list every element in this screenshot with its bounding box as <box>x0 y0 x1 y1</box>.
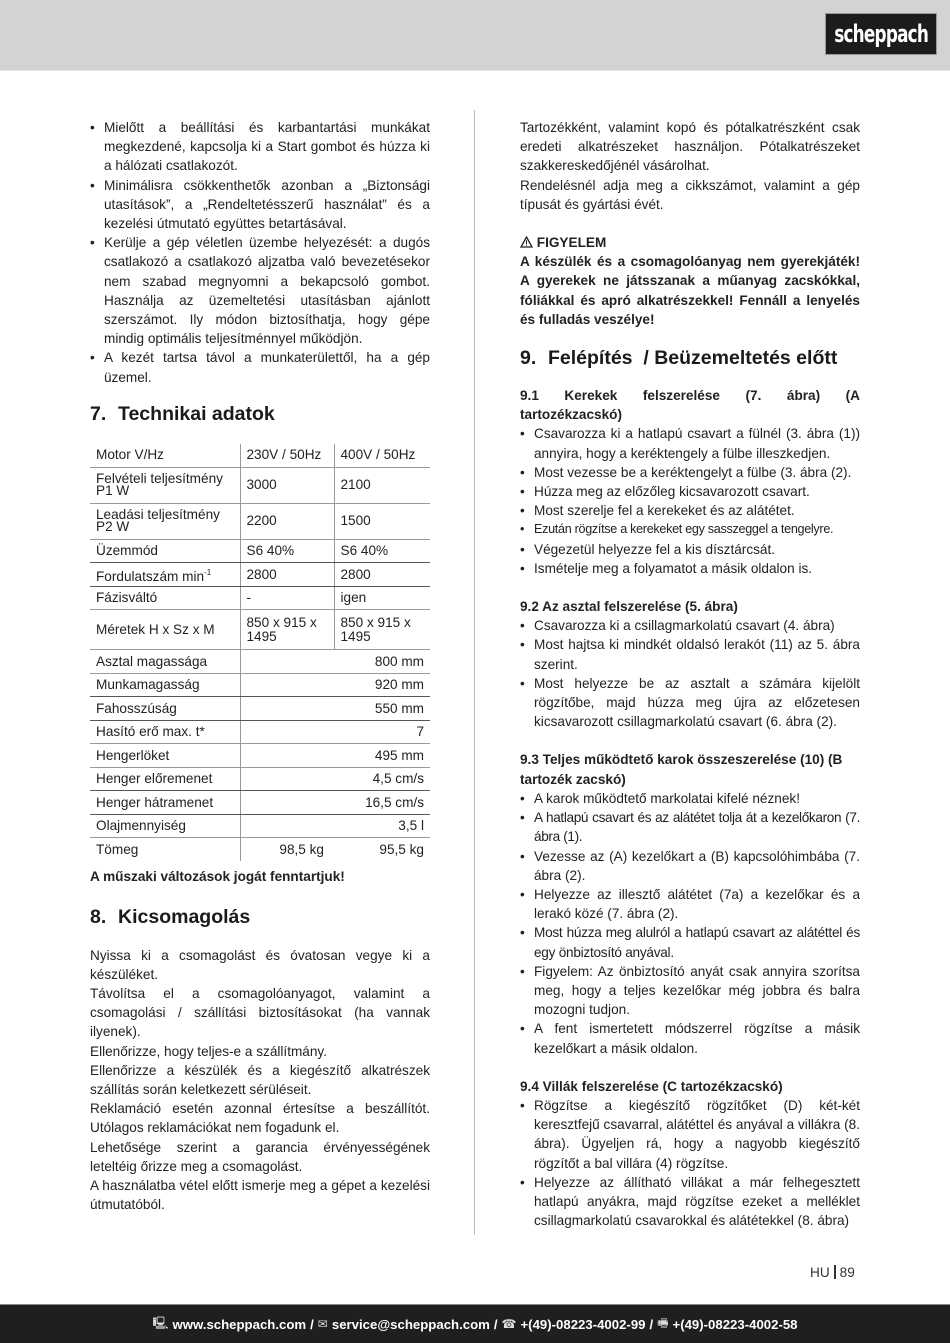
cell-400v: 95,5 kg <box>379 841 424 857</box>
table-row <box>90 650 430 674</box>
table-row <box>90 503 430 539</box>
intro-bullet-list <box>90 118 430 387</box>
subsection-title: 9.2 Az asztal felszerelése (5. ábra) <box>520 599 738 615</box>
column-divider <box>474 110 475 1235</box>
subsection-title: 9.1 Kerekek felszerelése (7. ábra) (A <box>520 388 860 404</box>
cell-230v: 98,5 kg <box>240 838 334 862</box>
row-value: 550 mm <box>240 697 430 721</box>
table-row <box>90 610 430 650</box>
table-row <box>90 814 430 838</box>
table-row <box>90 539 430 563</box>
bullet-list <box>520 1096 860 1230</box>
warning-title-text: FIGYELEM <box>536 235 607 251</box>
cell-230v: S6 40% <box>240 539 334 563</box>
list-item: • Kerülje a gép véletlen üzembe helyezését: a dugós csatlakozó a csatlakozó aljzatba való bevezetésekor nem szabad megnyomni a bekapcsoló gombot. Használja az üzemeltetési utasításban ajánlott szerszámot. Ily módon biztosíthatja, hogy gépe mindig optimális teljesítménnyel működjön. <box>90 233 430 348</box>
list-item: • Most hajtsa ki mindkét oldalsó lerakót (11) az 5. ábra szerint. <box>520 635 860 673</box>
subsection-title: 9.4 Villák felszerelése (C tartozékzacskó) <box>520 1078 783 1094</box>
row-label: Henger előremenet <box>90 767 240 791</box>
subsection-9-3 <box>520 750 860 1057</box>
bullet-list <box>520 616 860 731</box>
list-item: • A fent ismertetett módszerrel rögzítse a másik kezelőkart a másik oldalon. <box>520 1019 860 1057</box>
list-item: • A karok működtető markolatai kifelé néznek! <box>520 789 860 808</box>
bullet-list <box>520 789 860 1058</box>
right-column <box>520 118 860 1230</box>
section-number: 8. <box>90 905 107 928</box>
row-label: Fahosszúság <box>90 697 240 721</box>
list-item: • Figyelem: Az önbiztosító anyát csak annyira szorítsa meg, hogy a teljes kezelőkar még jobbra és balra mozogni tudjon. <box>520 962 860 1020</box>
row-label: Hasító erő max. t* <box>90 720 240 744</box>
superscript: -1 <box>204 567 212 577</box>
bullet-list <box>520 424 860 578</box>
list-item: • Vezesse az (A) kezelőkart a (B) kapcsolóhimbába (7. ábra (2). <box>520 847 860 885</box>
paragraph: A használatba vétel előtt ismerje meg a gépet a kezelési útmutatóból. <box>90 1177 430 1213</box>
page-number-value: 89 <box>839 1265 855 1280</box>
cell-400v: 2800 <box>334 563 430 587</box>
table-row <box>90 697 430 721</box>
table-row <box>90 586 430 610</box>
row-label: Henger hátramenet <box>90 791 240 815</box>
cell-400v: 400V / 50Hz <box>334 444 430 468</box>
paragraph: Ellenőrizze, hogy teljes-e a szállítmány. <box>90 1043 327 1059</box>
row-label <box>90 563 240 587</box>
technical-changes-note: A műszaki változások jogát fenntartjuk! <box>90 869 345 885</box>
list-item: • Csavarozza ki a hatlapú csavart a fülnél (3. ábra (1)) annyira, hogy a keréktengely a fülbe illeszkedjen. <box>520 424 860 462</box>
list-item: • Mielőtt a beállítási és karbantartási munkákat megkezdené, kapcsolja ki a Start gombot és húzza ki a hálózati csatlakozót. <box>90 118 430 176</box>
section-title: Felépítés / Beüzemeltetés előtt <box>548 347 838 370</box>
row-label: Motor V/Hz <box>90 444 240 468</box>
paragraph: Távolítsa el a csomagolóanyagot, valamint a csomagolási / szállítási biztosításokat (ha vannak ilyenek). <box>90 985 430 1040</box>
row-value: 495 mm <box>240 744 430 768</box>
table-row <box>90 791 430 815</box>
list-item: • Most vezesse be a keréktengelyt a fülbe (3. ábra (2). <box>520 463 860 482</box>
subsection-9-4 <box>520 1077 860 1231</box>
cell-230v: - <box>240 586 334 610</box>
telephone-icon: ☎︎ <box>501 1317 517 1331</box>
row-value: 800 mm <box>240 650 430 674</box>
row-label: Hengerlöket <box>90 744 240 768</box>
row-label: Leadási teljesítmény P2 W <box>90 503 240 539</box>
section-9-heading <box>520 346 860 370</box>
row-label: Felvételi teljesítmény P1 W <box>90 467 240 503</box>
row-label-text: Fordulatszám min <box>96 568 205 584</box>
phone-number: +(49)-08223-4002-99 <box>520 1316 646 1332</box>
cell-230v: 2200 <box>240 503 334 539</box>
cell-400v: igen <box>334 586 430 610</box>
list-item: • Helyezze az állítható villákat a már felhegesztett hatlapú anyákra, majd rögzítse ezeket a melléklet csillagmarkolatú csavarokkal és alátétekkel (8. ábra) <box>520 1173 860 1231</box>
cell-230v: 3000 <box>240 467 334 503</box>
subsection-title: 9.3 Teljes működtető karok összeszerelése (10) (B tartozék zacskó) <box>520 752 843 787</box>
subsection-9-2 <box>520 597 860 731</box>
header-band <box>0 0 950 71</box>
table-row <box>90 673 430 697</box>
table-row <box>90 444 430 468</box>
table-row <box>90 563 430 587</box>
section-title: Technikai adatok <box>118 402 275 425</box>
warning-body: A készülék és a csomagolóanyag nem gyerekjáték! A gyerekek ne játsszanak a műanyag zacskókkal, fóliákkal és apró alkatrészekkel! Fennáll a lenyelés és fulladás veszélye! <box>520 254 860 327</box>
separator: / <box>649 1316 654 1332</box>
cell-230v: 2800 <box>240 563 334 587</box>
list-item: • Csavarozza ki a csillagmarkolatú csavart (4. ábra) <box>520 616 860 635</box>
section-7-heading <box>90 402 430 426</box>
language-code: HU <box>810 1265 830 1280</box>
list-item: • Most húzza meg alulról a hatlapú csavart az alátéttel és egy önbiztosító anyával. <box>520 923 860 961</box>
brand-name: scheppach <box>834 20 928 48</box>
table-row <box>90 767 430 791</box>
warning-triangle-icon <box>520 235 537 250</box>
cell-230v: 850 x 915 x 1495 <box>240 610 334 650</box>
list-item: • Ezután rögzítse a kerekeket egy sasszeggel a tengelyre. <box>520 520 860 539</box>
row-value: 4,5 cm/s <box>240 767 430 791</box>
paragraph: Tartozékként, valamint kopó és pótalkatrészként csak eredeti alkatrészeket használjon. Pótalkatrészeket szakkereskedőjénél vásárolhat. <box>520 120 860 174</box>
paragraph: Ellenőrizze a készülék és a kiegészítő alkatrészek szállítás során keletkezett sérüléseit. <box>90 1062 430 1097</box>
paragraph: Rendelésnél adja meg a cikkszámot, valamint a gép típusát és gyártási évét. <box>520 177 860 212</box>
separator: / <box>493 1316 498 1332</box>
table-row <box>90 720 430 744</box>
section-8-heading <box>90 905 430 929</box>
list-item: • A kezét tartsa távol a munkaterülettől, ha a gép üzemel. <box>90 348 430 386</box>
technical-data-table <box>90 444 430 862</box>
cell-400v: 2100 <box>334 467 430 503</box>
cell-230v: 230V / 50Hz <box>240 444 334 468</box>
paragraph: Lehetősége szerint a garancia érvényességének leteltéig őrizze meg a csomagolást. <box>90 1139 430 1174</box>
row-value: 3,5 l <box>240 814 430 838</box>
warning-block <box>520 233 860 329</box>
row-label: Olajmennyiség <box>90 814 240 838</box>
page-number <box>810 1265 855 1280</box>
subsection-title-cont: tartozékzacskó) <box>520 407 622 423</box>
table-row <box>90 744 430 768</box>
footer-contact-bar <box>0 1304 950 1343</box>
row-label: Tömeg <box>96 841 139 857</box>
list-item: • Húzza meg az előzőleg kicsavarozott csavart. <box>520 482 860 501</box>
row-value: 920 mm <box>240 673 430 697</box>
section-number: 7. <box>90 402 107 425</box>
list-item: • Ismételje meg a folyamatot a másik oldalon is. <box>520 559 860 578</box>
list-item: • A hatlapú csavart és az alátétet tolja át a kezelőkaron (7. ábra (1). <box>520 808 860 846</box>
email-link[interactable]: service@scheppach.com <box>331 1316 490 1332</box>
row-value: 16,5 cm/s <box>240 791 430 815</box>
section-number: 9. <box>520 347 537 370</box>
section-title: Kicsomagolás <box>118 905 251 928</box>
fax-number: +(49)-08223-4002-58 <box>672 1316 798 1332</box>
list-item: • Most helyezze be az asztalt a számára kijelölt rögzítőbe, majd húzza meg újra az előzetesen kicsavarozott csillagmarkolatú csavart (6. ábra (2). <box>520 674 860 732</box>
row-value: 7 <box>240 720 430 744</box>
row-label: Munkamagasság <box>90 673 240 697</box>
list-item: • Helyezze az illesztő alátétet (7a) a kezelőkar és a lerakó közé (7. ábra (2). <box>520 885 860 923</box>
row-label: Fázisváltó <box>90 586 240 610</box>
list-item: • Rögzítse a kiegészítő rögzítőket (D) két-két keresztfejű csavarral, alátéttel és anyával a villákra (8. ábra). Ügyeljen rá, hogy a nagyobb kiegészítő rögzítőt a bal villára (4) rögzítse. <box>520 1096 860 1173</box>
paragraph: Reklamáció esetén azonnal értesítse a beszállítót. Utólagos reklamációkat nem fogadunk el. <box>90 1101 430 1136</box>
computer-icon: 🖳︎ <box>152 1315 169 1330</box>
separator: / <box>310 1316 314 1332</box>
fax-icon: 🖷︎ <box>657 1315 669 1330</box>
row-label: Üzemmód <box>90 539 240 563</box>
subsection-9-1 <box>520 386 860 578</box>
paragraph: Nyissa ki a csomagolást és óvatosan vegye ki a készüléket. <box>90 947 430 982</box>
row-label: Méretek H x Sz x M <box>90 610 240 650</box>
row-label: Asztal magassága <box>90 650 240 674</box>
separator-bar <box>834 1265 836 1279</box>
cell-400v: 1500 <box>334 503 430 539</box>
unpacking-text <box>90 946 430 1215</box>
website-link[interactable]: www.scheppach.com <box>172 1316 307 1332</box>
list-item: • Végezetül helyezze fel a kis dísztárcsát. <box>520 540 860 559</box>
list-item: • Minimálisra csökkenthetők azonban a „Biztonsági utasítások”, a „Rendeltetésszerű használat” és a kezelési útmutató együttes betartásával. <box>90 176 430 234</box>
left-column <box>90 118 430 1214</box>
scheppach-logo <box>825 13 937 55</box>
list-item: • Most szerelje fel a kerekeket és az alátétet. <box>520 501 860 520</box>
cell-400v: 850 x 915 x 1495 <box>334 610 430 650</box>
email-icon: ✉︎ <box>317 1317 328 1331</box>
table-row <box>90 838 430 862</box>
warning-title <box>520 233 860 252</box>
table-row <box>90 467 430 503</box>
cell-400v: S6 40% <box>334 539 430 563</box>
